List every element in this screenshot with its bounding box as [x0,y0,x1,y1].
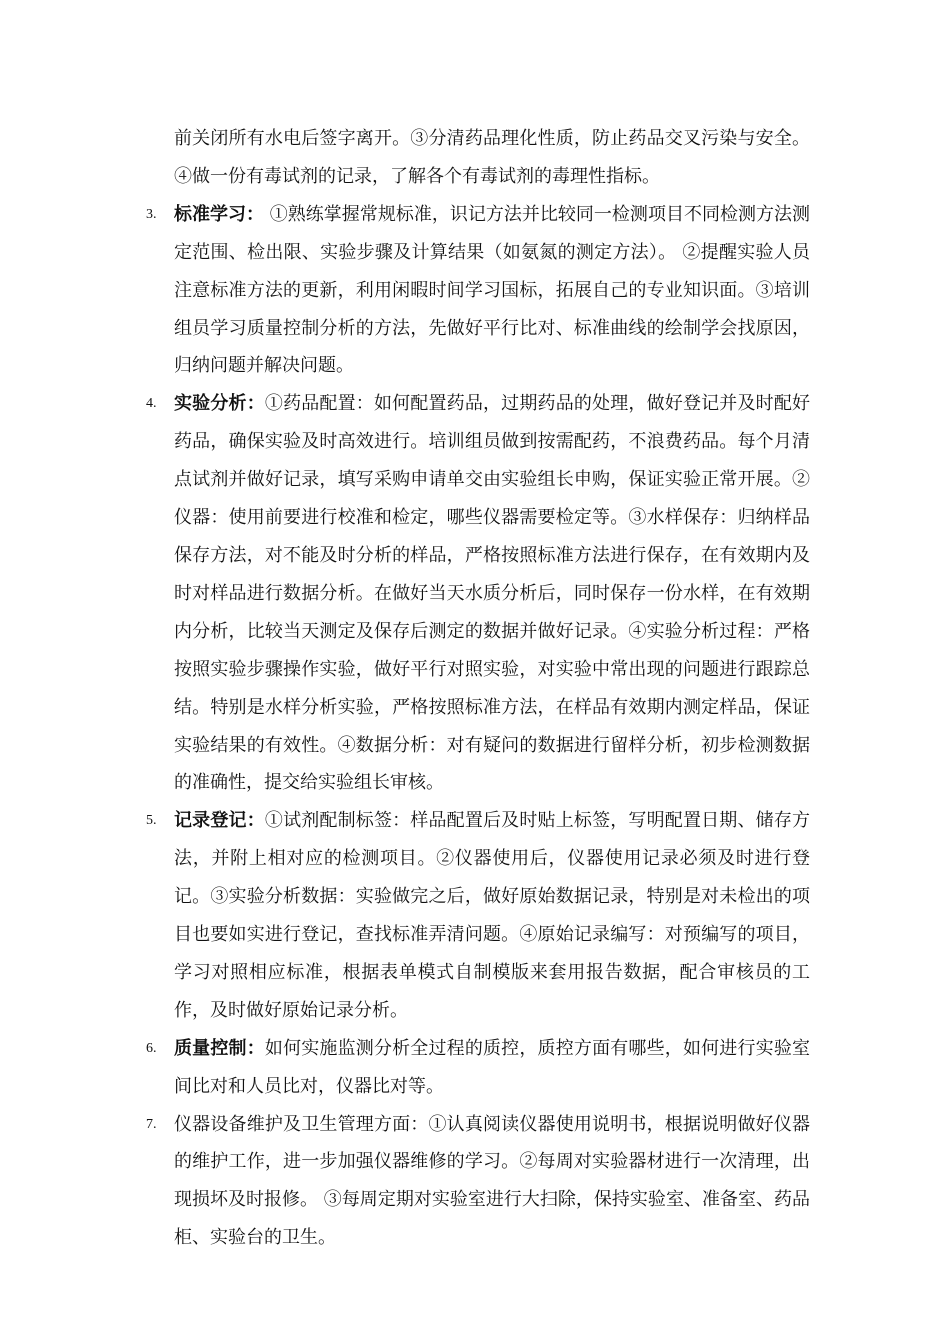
item-text [174,802,810,1029]
item-body: ①熟练掌握常规标准，识记方法并比较同一检测项目不同检测方法测定范围、检出限、实验步骤及计算结果（如氨氮的测定方法）。 ②提醒实验人员注意标准方法的更新，利用闲暇时间学习国标，拓展自己的专业知识面。③培训组员学习质量控制分析的方法，先做好平行比对、标准曲线的绘制学会找原因，归纳问题并解决问题。 [174,203,811,377]
item-text [174,1030,810,1106]
item-number: 4. [146,396,157,412]
item-heading: 实验分析： [174,393,265,415]
item-body: ①试剂配制标签：样品配置后及时贴上标签，写明配置日期、储存方法，并附上相对应的检测项目。②仪器使用后，仪器使用记录必须及时进行登记。③实验分析数据：实验做完之后，做好原始数据记录，特别是对未检出的项目也要如实进行登记，查找标准弄清问题。④原始记录编写：对预编写的项目，学习对照相应标准，根据表单模式自制模版来套用报告数据，配合审核员的工作，及时做好原始记录分析。 [174,810,811,1021]
list-item-3 [0,196,950,386]
document-body [0,120,950,1257]
item-number: 3. [146,206,157,222]
item-number: 6. [146,1040,157,1056]
item-text [174,1106,810,1258]
item-text [174,385,810,802]
list-item-4 [0,385,950,802]
intro-paragraph: 前关闭所有水电后签字离开。③分清药品理化性质，防止药品交叉污染与安全。④做一份有毒试剂的记录，了解各个有毒试剂的毒理性指标。 [174,128,810,187]
item-number: 7. [146,1116,157,1132]
list-item-6 [0,1030,950,1106]
item-text [174,196,810,386]
item-heading: 质量控制： [174,1037,265,1059]
item-body: ①药品配置：如何配置药品，过期药品的处理，做好登记并及时配好药品，确保实验及时高效进行。培训组员做到按需配药，不浪费药品。每个月清点试剂并做好记录，填写采购申请单交由实验组长申购，保证实验正常开展。②仪器：使用前要进行校准和检定，哪些仪器需要检定等。③水样保存：归纳样品保存方法，对不能及时分析的样品，严格按照标准方法进行保存，在有效期内及时对样品进行数据分析。在做好当天水质分析后，同时保存一份水样，在有效期内分析，比较当天测定及保存后测定的数据并做好记录。④实验分析过程：严格按照实验步骤操作实验，做好平行对照实验，对实验中常出现的问题进行跟踪总结。特别是水样分析实验，严格按照标准方法，在样品有效期内测定样品，保证实验结果的有效性。④数据分析：对有疑问的数据进行留样分析，初步检测数据的准确性，提交给实验组长审核。 [174,393,811,794]
list-item-7 [0,1106,950,1258]
item-body: 如何实施监测分析全过程的质控，质控方面有哪些，如何进行实验室间比对和人员比对，仪器比对等。 [174,1037,811,1097]
item-number: 5. [146,813,157,829]
item-heading: 标准学习： [174,203,265,225]
list-item-5 [0,802,950,1029]
item-body: 仪器设备维护及卫生管理方面：①认真阅读仪器使用说明书，根据说明做好仪器的维护工作，进一步加强仪器维修的学习。②每周对实验器材进行一次清理，出现损坏及时报修。 ③每周定期对实验室进行大扫除，保持实验室、准备室、药品柜、实验台的卫生。 [174,1113,810,1249]
item-heading: 记录登记： [174,810,265,832]
